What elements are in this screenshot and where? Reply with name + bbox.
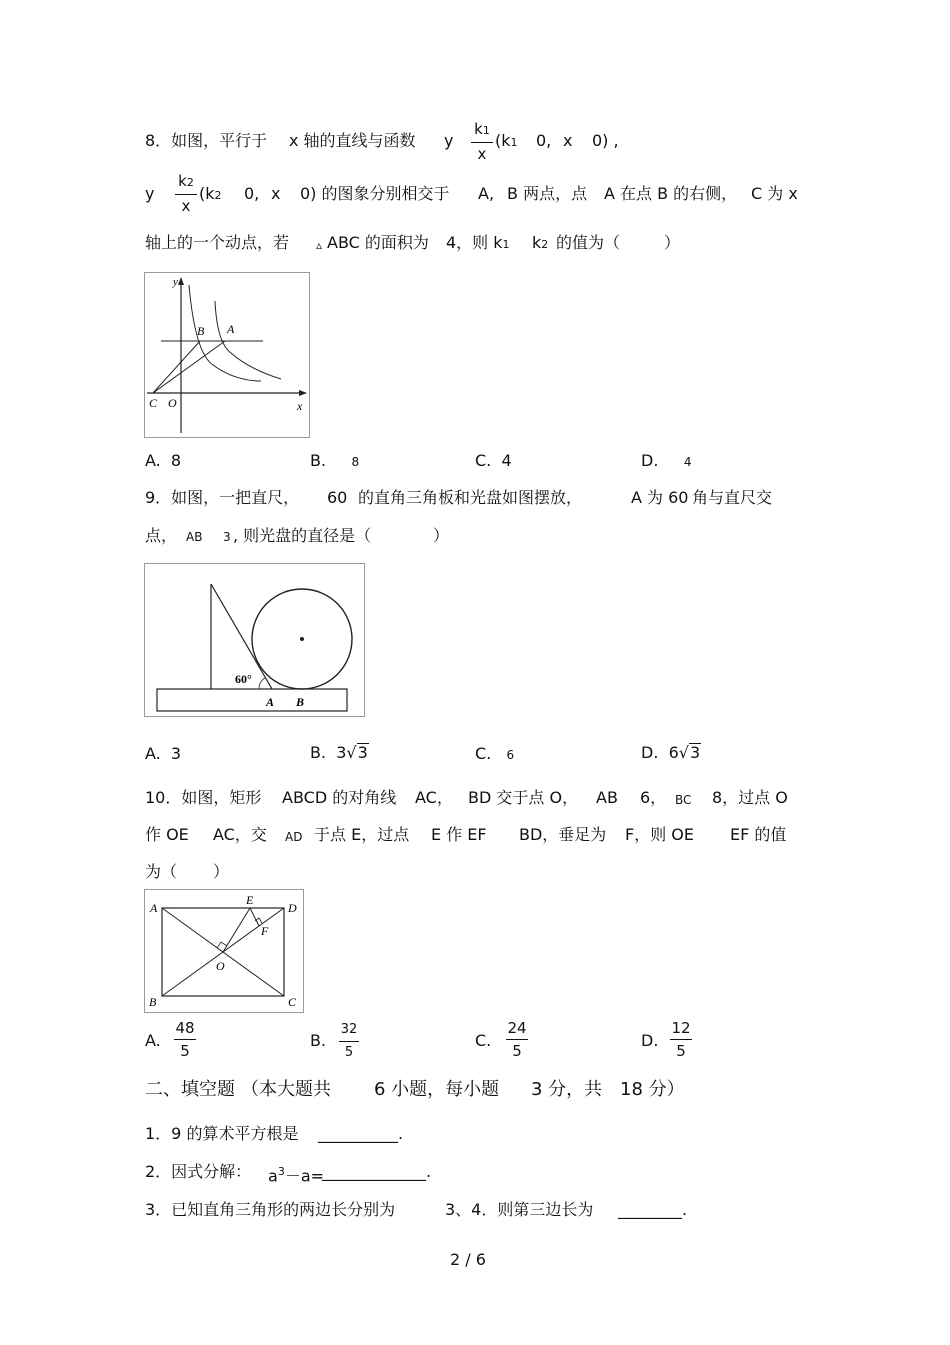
q8-text-2h: C 为 x <box>751 184 798 203</box>
q8-label-y: y <box>173 276 178 288</box>
q8-figure <box>144 272 310 438</box>
q8-text-3e: 的值为（ <box>556 233 621 252</box>
q10-label-B: B <box>149 995 157 1009</box>
q8-text-2b: 0, <box>244 184 260 203</box>
fill-2-expr: $a^3-a=$ <box>268 1165 325 1186</box>
q10-label-D: D <box>288 901 297 915</box>
q10-text-2f: BD，垂足为 <box>519 825 607 844</box>
q8-text-1e: x <box>563 131 573 150</box>
q8-text-1d: 0, <box>536 131 552 150</box>
q10-label-O: O <box>216 959 225 973</box>
q8-text-2d: 0) 的图象分别相交于 <box>300 184 450 203</box>
q8-text-1a: 8．如图，平行于 <box>145 131 268 150</box>
q10-label-F: F <box>261 924 269 938</box>
q9-label-B: B <box>296 695 305 709</box>
q9-text-1b: 60 <box>327 488 348 507</box>
q8-label-x: x <box>297 399 303 413</box>
q9-option-c[interactable]: C. 6 <box>475 744 515 763</box>
q10-text-2c: AD <box>285 830 303 844</box>
q9-option-b[interactable]: B. 3√3 <box>310 743 368 762</box>
q10-option-a-letter[interactable]: A. <box>145 1031 161 1050</box>
q8-frac-k2: k2 x <box>175 172 197 215</box>
page-number: 2 / 6 <box>450 1250 486 1269</box>
q8-label-B: B <box>197 324 205 338</box>
section2-title-b: （本大题共 <box>241 1079 331 1100</box>
q10-text-2g: F，则 OE <box>625 825 694 844</box>
q10-text-1e: AB <box>596 788 618 807</box>
q8-text-3d: k2 <box>532 233 549 252</box>
q10-option-c-frac[interactable]: 24 5 <box>507 1019 527 1060</box>
q10-text-3b: ） <box>213 862 230 881</box>
q8-text-2a: (k2 <box>199 184 222 203</box>
q10-text-2h: EF 的值 <box>730 825 787 844</box>
q8-option-c[interactable]: C. 4 <box>475 451 512 470</box>
q9-text-1d: A 为 60 <box>631 488 689 507</box>
q8-label-C: C <box>149 396 158 410</box>
q8-option-d[interactable]: D. 4 <box>641 451 692 470</box>
q10-text-3a: 为（ <box>145 862 178 881</box>
q8-text-2f: B 两点，点 <box>507 184 588 203</box>
q8-text-2c: x <box>271 184 281 203</box>
q8-label-O: O <box>168 396 177 410</box>
q10-text-1a: 10．如图，矩形 <box>145 788 262 807</box>
fill-2-text: 2．因式分解： <box>145 1162 252 1181</box>
q8-text-2e: A, <box>478 184 495 203</box>
q9-option-a[interactable]: A. 3 <box>145 744 182 763</box>
q8-option-a[interactable]: A. 8 <box>145 451 182 470</box>
fill-3-text-a: 3．已知直角三角形的两边长分别为 <box>145 1200 396 1219</box>
q10-label-A: A <box>150 901 158 915</box>
q10-text-1c: AC， <box>415 788 453 807</box>
q9-text-2e: ） <box>433 526 450 545</box>
fill-3-text-b: 3、4．则第三边长为 <box>445 1200 594 1219</box>
q10-text-1d: BD 交于点 O， <box>468 788 579 807</box>
q9-text-2b: AB <box>186 530 203 544</box>
fill-1-text: 1．9 的算术平方根是 <box>145 1124 299 1143</box>
fill-2-blank[interactable]: _____________. <box>322 1162 432 1181</box>
q10-text-1f: 6， <box>640 788 667 807</box>
q8-text-3a: 轴上的一个动点，若 <box>145 233 290 252</box>
q9-text-2a: 点， <box>145 526 178 545</box>
q8-text-1c: (k1 <box>495 131 518 150</box>
q9-label-A: A <box>266 695 275 709</box>
fill-1-blank[interactable]: __________. <box>318 1124 404 1143</box>
q9-figure <box>144 563 365 717</box>
q8-figure-svg <box>145 273 309 437</box>
q10-option-d-letter[interactable]: D. <box>641 1031 659 1050</box>
q10-text-1h: 8，过点 O <box>712 788 788 807</box>
q9-text-2d: , 则光盘的直径是（ <box>233 526 372 545</box>
section2-title-a: 二、填空题 <box>145 1079 235 1100</box>
q10-option-b-frac[interactable]: 32 5 <box>340 1022 358 1060</box>
q8-text-3b: ABC 的面积为 <box>327 233 429 252</box>
q8-text-2g: A 在点 B 的右侧， <box>604 184 738 203</box>
q10-text-2d: 于点 E，过点 <box>314 825 410 844</box>
q8-y2: y <box>145 184 155 203</box>
q9-text-1e: 角与直尺交 <box>692 488 773 507</box>
q10-text-1b: ABCD 的对角线 <box>282 788 397 807</box>
section2-title-d: 3 分，共 <box>531 1079 603 1100</box>
q8-label-A: A <box>227 322 235 336</box>
section2-title-c: 6 小题，每小题 <box>374 1079 500 1100</box>
q9-text-1c: 的直角三角板和光盘如图摆放， <box>358 488 583 507</box>
q9-text-1a: 9．如图，一把直尺， <box>145 488 300 507</box>
q10-label-E: E <box>246 893 254 907</box>
triangle-icon: ▵ <box>316 238 323 252</box>
q8-text-3f: ） <box>664 233 681 252</box>
q8-frac-k1: k1 x <box>471 120 493 163</box>
q9-angle-label: 60° <box>235 672 252 686</box>
q10-option-c-letter[interactable]: C. <box>475 1031 492 1050</box>
q8-text-1f: 0) , <box>592 131 619 150</box>
q8-text-3c: 4，则 k1 <box>446 233 510 252</box>
q9-option-d[interactable]: D. 6√3 <box>641 743 701 762</box>
q10-text-2e: E 作 EF <box>431 825 487 844</box>
q10-text-2a: 作 OE <box>145 825 189 844</box>
q9-figure-svg <box>145 564 364 716</box>
q8-option-b[interactable]: B. 8 <box>310 451 360 470</box>
q10-option-b-letter[interactable]: B. <box>310 1031 327 1050</box>
q8-y: y <box>444 131 454 150</box>
fill-3-blank[interactable]: ________. <box>618 1200 688 1219</box>
q10-text-2b: AC，交 <box>213 825 267 844</box>
section2-title-e: 18 分） <box>620 1079 685 1100</box>
q10-label-C: C <box>288 995 297 1009</box>
q10-option-d-frac[interactable]: 12 5 <box>671 1019 691 1060</box>
q10-text-1g: BC <box>675 793 692 807</box>
q9-text-2c: 3 <box>223 530 231 544</box>
q10-figure-svg <box>145 890 303 1012</box>
q10-option-a-frac[interactable]: 48 5 <box>175 1019 195 1060</box>
q8-text-1b: x 轴的直线与函数 <box>289 131 416 150</box>
q10-figure <box>144 889 304 1013</box>
